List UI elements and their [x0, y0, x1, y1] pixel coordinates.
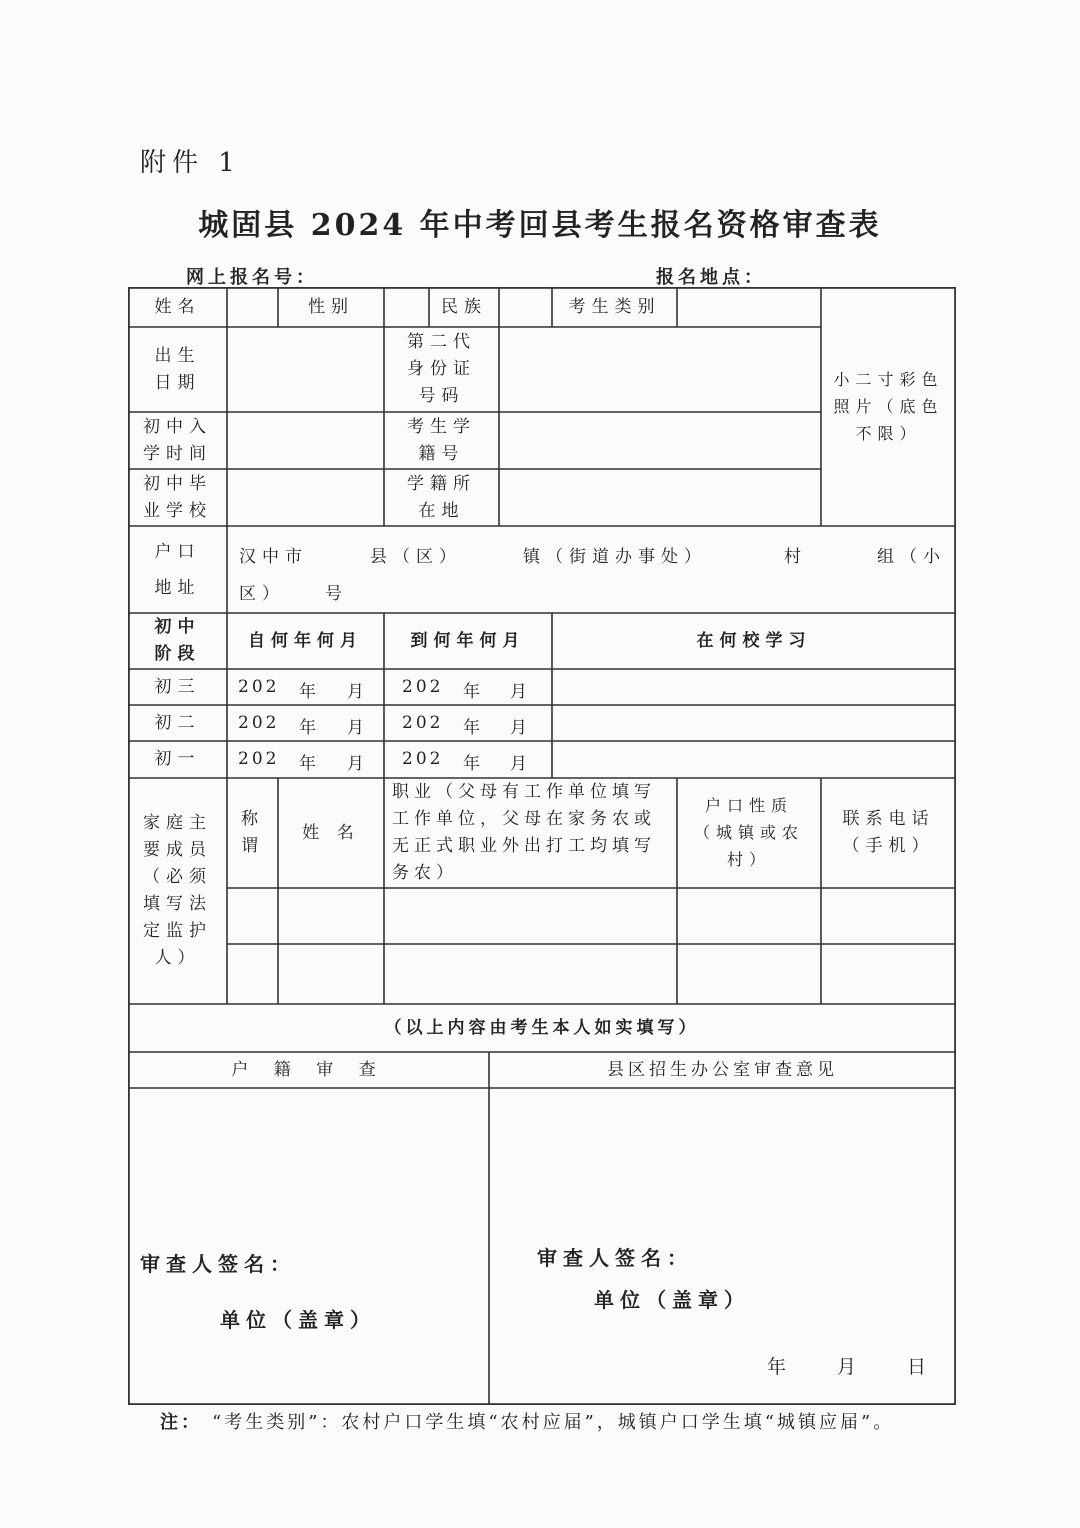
from-year-unit: 年 [299, 682, 316, 702]
school-field[interactable] [552, 669, 956, 705]
to-year-unit: 年 [463, 682, 480, 702]
from-year-unit: 年 [299, 754, 316, 774]
student-no-label: 考生学籍号 [407, 416, 476, 464]
table-row [128, 705, 956, 741]
school-field[interactable] [552, 705, 956, 741]
address-field[interactable] [227, 526, 956, 613]
grade-label: 初三 [154, 676, 201, 697]
address-number: 号 [325, 584, 348, 604]
stage-label: 初中阶段 [154, 617, 201, 664]
from-date-header: 自何年何月 [248, 630, 363, 651]
gender-label: 性别 [308, 296, 354, 317]
relation-header: 称谓 [241, 809, 264, 856]
birth-field[interactable] [227, 327, 384, 412]
from-year: 202 [238, 713, 280, 733]
student-no-field[interactable] [499, 412, 821, 469]
footnote-text: “考生类别”：农村户口学生填“农村应届”，城镇户口学生填“城镇应届”。 [212, 1412, 895, 1433]
declaration-note: （以上内容由考生本人如实填写） [384, 1017, 700, 1038]
to-year: 202 [402, 677, 444, 697]
unit-seal-label: 单位（盖章） [220, 1308, 376, 1332]
table-row[interactable] [227, 944, 956, 1004]
address-village: 村 [784, 547, 807, 567]
footnote [160, 1408, 894, 1434]
address-city: 汉中市 [239, 547, 308, 567]
address-county: 县（区） [370, 547, 462, 567]
family-label: 家庭主要成员（必须填写法定监护人） [143, 813, 212, 968]
address-label: 户口地址 [154, 541, 201, 598]
from-year: 202 [238, 677, 280, 697]
hukou-type-header: 户口性质（城镇或农村） [693, 796, 804, 869]
date-year-label: 年 [767, 1356, 787, 1378]
address-group: 组（小 [877, 547, 946, 567]
enroll-time-field[interactable] [227, 412, 384, 469]
category-label: 考生类别 [568, 296, 661, 317]
table-row[interactable] [227, 888, 956, 944]
to-date-header: 到何年何月 [410, 630, 526, 651]
id-card-field[interactable] [499, 327, 821, 412]
hukou-review-area[interactable] [128, 1088, 489, 1405]
hukou-review-header: 户 籍 审 查 [231, 1059, 386, 1080]
footnote-label: 注： [160, 1412, 202, 1433]
school-header: 在何校学习 [696, 630, 812, 651]
office-review-area[interactable] [489, 1088, 956, 1405]
from-month-unit: 月 [347, 718, 364, 738]
member-name-header: 姓 名 [302, 822, 360, 843]
to-month-unit: 月 [510, 718, 527, 738]
grade-label: 初一 [154, 749, 201, 769]
reviewer-signature-label: 审查人签名： [140, 1252, 296, 1276]
to-year-unit: 年 [463, 718, 480, 738]
to-month-unit: 月 [510, 754, 527, 774]
to-year: 202 [402, 713, 444, 733]
job-header: 职业（父母有工作单位填写工作单位，父母在家务农或无正式职业外出打工均填写务农） [392, 782, 656, 883]
to-year: 202 [402, 749, 444, 769]
grade-label: 初二 [154, 712, 201, 733]
reviewer-signature-label: 审查人签名： [537, 1246, 693, 1270]
address-district: 区） [239, 584, 285, 604]
grad-school-field[interactable] [227, 469, 384, 526]
table-row [128, 741, 956, 778]
review-form-table [128, 287, 956, 1405]
from-year: 202 [238, 749, 280, 769]
grad-school-label: 初中毕业学校 [143, 473, 212, 521]
name-field[interactable] [227, 287, 278, 327]
photo-label: 小二寸彩色照片（底色不限） [833, 370, 944, 443]
unit-seal-label: 单位（盖章） [594, 1288, 750, 1312]
to-year-unit: 年 [463, 754, 480, 774]
ethnicity-label: 民族 [441, 296, 487, 317]
table-row [128, 669, 956, 705]
to-month-unit: 月 [510, 682, 527, 702]
birth-label: 出生日期 [154, 345, 201, 393]
page-title: 城固县 2024 年中考回县考生报名资格审查表 [198, 208, 882, 243]
ethnicity-field[interactable] [499, 287, 552, 327]
category-field[interactable] [677, 287, 821, 327]
gender-field[interactable] [384, 287, 429, 327]
id-card-label: 第二代身份证号码 [407, 332, 476, 406]
registry-place-field[interactable] [499, 469, 821, 526]
attachment-label: 附件 1 [140, 148, 241, 178]
registry-place-label: 学籍所在地 [407, 473, 476, 521]
date-month-label: 月 [837, 1356, 857, 1378]
from-month-unit: 月 [347, 682, 364, 702]
name-label: 姓名 [154, 296, 201, 317]
online-number-label: 网上报名号： [186, 267, 318, 288]
enroll-time-label: 初中入学时间 [143, 416, 212, 464]
from-month-unit: 月 [347, 754, 364, 774]
phone-header: 联系电话（手机） [842, 809, 935, 856]
photo-area[interactable] [821, 287, 956, 526]
office-review-header: 县区招生办公室审查意见 [607, 1059, 838, 1080]
address-town: 镇（街道办事处） [523, 547, 707, 567]
location-label: 报名地点： [656, 267, 766, 288]
date-day-label: 日 [907, 1356, 927, 1378]
from-year-unit: 年 [299, 718, 316, 738]
school-field[interactable] [552, 741, 956, 778]
